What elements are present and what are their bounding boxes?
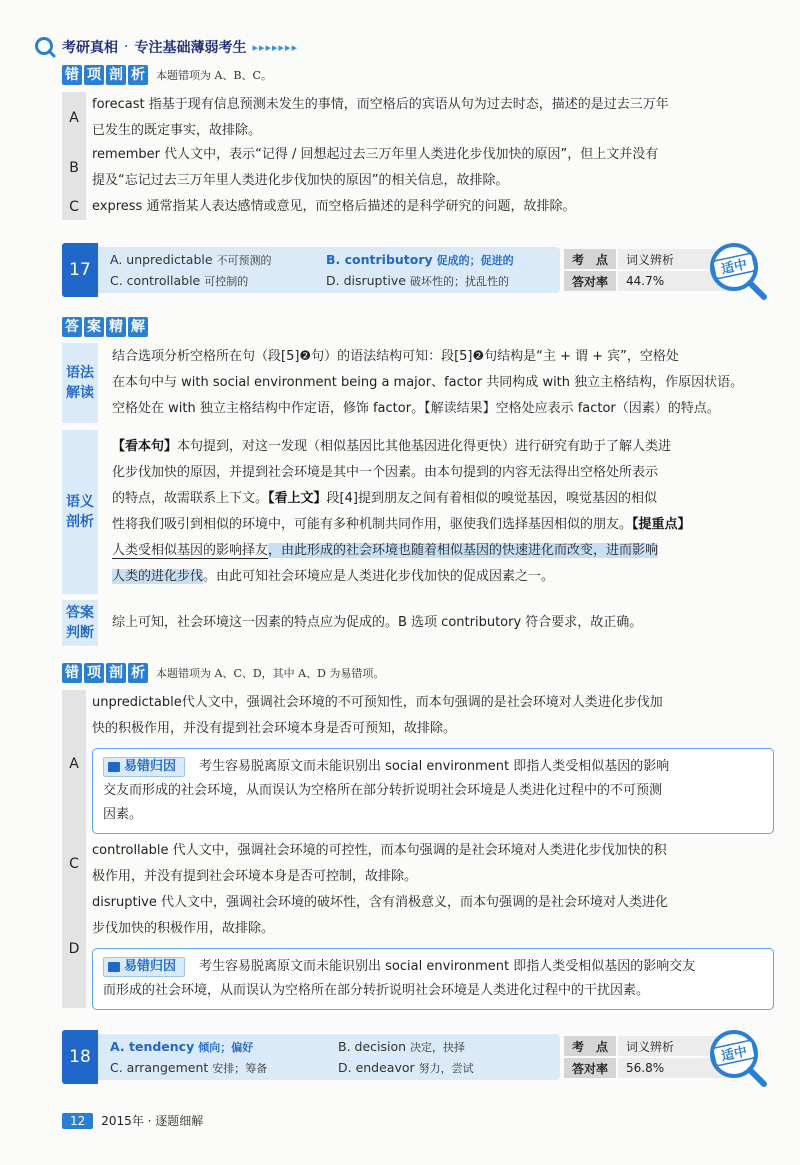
difficulty-badge-text: 适中 <box>720 257 749 278</box>
grammar-label <box>62 343 98 423</box>
paragraph-line <box>112 486 762 512</box>
point-label: 考 点 <box>564 249 616 269</box>
trap-line: 交友而形成的社会环境，从而误认为空格所在部分转折说明社会环境是人类进化过程中的不可预测 <box>103 783 663 798</box>
wrong-option-c <box>62 194 575 220</box>
trap-box-a <box>92 748 774 834</box>
rate-value: 56.8% <box>618 1058 734 1078</box>
option-a-correct <box>110 1039 253 1055</box>
trap-line: 而形成的社会环境，从而误认为空格所在部分转折说明社会环境是人类进化过程中的干扰因素。 <box>103 983 650 998</box>
paragraph-line <box>112 538 762 564</box>
option-letter: C <box>62 194 86 220</box>
question-17-band <box>62 243 776 297</box>
paragraph-line: 化步伐加快的原因，并提到社会环境是其中一个因素。由本句提到的内容无法得出空格处所表示 <box>112 465 659 480</box>
label-line: 语法 <box>66 365 94 381</box>
option-line: 快的积极作用，并没有提到社会环境本身是否可预知，故排除。 <box>92 721 457 736</box>
difficulty-badge-icon <box>698 1026 770 1088</box>
trap-line <box>103 955 763 979</box>
option-zh: 努力，尝试 <box>418 1062 474 1075</box>
question-options <box>98 1034 560 1080</box>
header-slogan: 专注基础薄弱考生 <box>134 40 247 56</box>
wrong-option-a <box>62 92 669 144</box>
tag-char: 解 <box>128 317 148 337</box>
wrong-options-tag <box>62 662 384 684</box>
option-zh: 破坏性的；扰乱性的 <box>409 275 509 288</box>
wrong-option-b <box>62 142 658 194</box>
paragraph-line <box>112 434 762 460</box>
page-footer <box>62 1112 203 1129</box>
option-letter: B <box>62 142 86 194</box>
wrong-options-tag <box>62 64 272 86</box>
paragraph-line: 结合选项分析空格所在句（段[5]❷句）的语法结构可知：段[5]❷句结构是“主 + 谓 + 宾”，空格处 <box>112 349 679 364</box>
point-value: 词义辨析 <box>618 249 734 269</box>
option-en: C. arrangement <box>110 1060 209 1075</box>
trap-box-d <box>92 948 774 1010</box>
option-b-correct <box>326 252 514 268</box>
option-zh: 可控制的 <box>204 275 249 288</box>
option-en: C. controllable <box>110 273 201 288</box>
semantic-label <box>62 430 98 594</box>
tag-char: 错 <box>62 65 82 85</box>
point-value: 词义辨析 <box>618 1036 734 1056</box>
tag-char: 精 <box>106 317 126 337</box>
highlighted-text: ，由此形成的社会环境也随着相似基因的快速进化而改变，进而影响 <box>268 543 659 558</box>
option-line: express 通常指某人表达感情或意见，而空格后描述的是科学研究的问题，故排除。 <box>92 199 576 214</box>
option-en: A. unpredictable <box>110 252 213 267</box>
option-letter: C <box>62 838 86 890</box>
text: 段[4]提到朋友之间有着相似的嗅觉基因，嗅觉基因的相似 <box>326 491 657 506</box>
option-letter: A <box>62 92 86 144</box>
judgement-paragraph: 综上可知，社会环境这一因素的特点应为促成的。B 选项 contributory 符合要求，故正确。 <box>112 615 643 630</box>
page-header <box>34 34 298 60</box>
label-line: 剖析 <box>66 514 94 530</box>
tag-char: 项 <box>84 663 104 683</box>
underlined-text: 人类受相似基因的影响择友 <box>112 543 269 558</box>
trap-line <box>103 755 763 779</box>
marker-key-point: 【提重点】 <box>632 517 691 532</box>
option-line: controllable 代人文中，强调社会环境的可控性，而本句强调的是社会环境对人类进化步伐加快的积 <box>92 843 667 858</box>
marker-look-above: 【看上文】 <box>268 491 327 506</box>
semantic-paragraph <box>112 434 762 590</box>
question-18-band <box>62 1030 776 1084</box>
header-separator: · <box>124 39 129 55</box>
book-icon <box>108 762 120 772</box>
paragraph-line <box>112 564 762 590</box>
option-line: 极作用，并没有提到社会环境本身是否可控制，故排除。 <box>92 869 418 884</box>
option-line: disruptive 代人文中，强调社会环境的破坏性，含有消极意义，而本句强调的是社会环境对人类进化 <box>92 895 669 910</box>
tag-char: 案 <box>84 317 104 337</box>
trap-line: 因素。 <box>103 807 143 822</box>
option-en: D. endeavor <box>338 1060 415 1075</box>
point-label: 考 点 <box>564 1036 616 1056</box>
trap-tag <box>103 757 185 777</box>
judgement-label <box>62 600 98 646</box>
tag-char: 答 <box>62 317 82 337</box>
option-en: B. contributory <box>326 252 433 267</box>
wrong-option-c <box>62 838 667 890</box>
label-line: 判断 <box>66 625 94 641</box>
difficulty-badge-text: 适中 <box>720 1044 749 1065</box>
option-line: 步伐加快的积极作用，故排除。 <box>92 921 275 936</box>
option-line: remember 代人文中，表示“记得 / 回想起过去三万年里人类进化步伐加快的原因”，但上文并没有 <box>92 147 659 162</box>
option-zh: 决定，抉择 <box>410 1041 466 1054</box>
wrong-options-note: 本题错项为 A、C、D，其中 A、D 为易错项。 <box>156 667 385 680</box>
option-b <box>338 1039 465 1055</box>
text: 的特点，故需联系上下文。 <box>112 491 269 506</box>
option-en: D. disruptive <box>326 273 406 288</box>
trap-tag-text: 易错归因 <box>124 958 177 974</box>
tag-char: 析 <box>128 663 148 683</box>
question-number: 18 <box>62 1030 98 1084</box>
option-en: A. tendency <box>110 1039 195 1054</box>
footer-title: 2015年 · 逐题细解 <box>101 1114 204 1128</box>
text: 考生容易脱离原文而未能识别出 social environment 即指人类受相似基因的影响交友 <box>199 959 696 974</box>
option-d <box>338 1060 474 1076</box>
label-line: 解读 <box>66 385 94 401</box>
option-line: forecast 指基于现有信息预测未发生的事情，而空格后的宾语从句为过去时态，描述的是过去三万年 <box>92 97 669 112</box>
option-zh: 不可预测的 <box>216 254 272 267</box>
rate-value: 44.7% <box>618 271 734 291</box>
option-c <box>110 273 248 289</box>
tag-char: 剖 <box>106 65 126 85</box>
text: 。由此可知社会环境应是人类进化步伐加快的促成因素之一。 <box>203 569 555 584</box>
text: 性将我们吸引到相似的环境中，可能有多种机制共同作用，驱使我们选择基因相似的朋友。 <box>112 517 633 532</box>
paragraph-line: 在本句中与 with social environment being a major、factor 共同构成 with 独立主格结构，作原因状语。 <box>112 375 744 390</box>
option-letter: D <box>62 890 86 1008</box>
option-line: unpredictable代人文中，强调社会环境的不可预知性，而本句强调的是社会环境对人类进化步伐加 <box>92 695 663 710</box>
rate-label: 答对率 <box>564 271 616 291</box>
option-line: 已发生的既定事实，故排除。 <box>92 123 262 138</box>
marker-look-sentence: 【看本句】 <box>112 439 178 454</box>
option-d <box>326 273 509 289</box>
option-letter: A <box>62 690 86 838</box>
grammar-paragraph <box>112 344 762 422</box>
trap-tag <box>103 957 185 977</box>
wrong-options-note: 本题错项为 A、B、C。 <box>156 69 272 82</box>
option-zh: 促成的；促进的 <box>436 254 514 267</box>
option-en: B. decision <box>338 1039 407 1054</box>
header-arrows-icon: ▸▸▸▸▸▸▸ <box>252 40 299 54</box>
option-zh: 倾向；偏好 <box>198 1041 254 1054</box>
tag-char: 错 <box>62 663 82 683</box>
answer-analysis-tag <box>62 316 150 338</box>
page-number: 12 <box>62 1113 93 1129</box>
option-zh: 安排；筹备 <box>212 1062 268 1075</box>
paragraph-line <box>112 512 762 538</box>
book-icon <box>108 962 120 972</box>
highlighted-text: 人类的进化步伐 <box>112 569 204 584</box>
tag-char: 项 <box>84 65 104 85</box>
question-options <box>98 247 560 293</box>
option-a <box>110 252 272 268</box>
text: 本句提到，对这一发现（相似基因比其他基因进化得更快）进行研究有助于了解人类进 <box>177 439 672 454</box>
rate-label: 答对率 <box>564 1058 616 1078</box>
question-number: 17 <box>62 243 98 297</box>
label-line: 语义 <box>66 494 94 510</box>
option-line: 提及“忘记过去三万年里人类进化步伐加快的原因”的相关信息，故排除。 <box>92 173 509 188</box>
difficulty-badge-icon <box>698 239 770 301</box>
header-brand: 考研真相 <box>62 40 118 56</box>
option-c <box>110 1060 267 1076</box>
trap-tag-text: 易错归因 <box>124 758 177 774</box>
text: 考生容易脱离原文而未能识别出 social environment 即指人类受相似基因的影响 <box>199 759 670 774</box>
paragraph-line: 空格处在 with 独立主格结构中作定语，修饰 factor。【解读结果】空格处应表示 factor（因素）的特点。 <box>112 401 720 416</box>
magnifier-logo-icon <box>34 36 56 58</box>
label-line: 答案 <box>66 605 94 621</box>
tag-char: 析 <box>128 65 148 85</box>
tag-char: 剖 <box>106 663 126 683</box>
